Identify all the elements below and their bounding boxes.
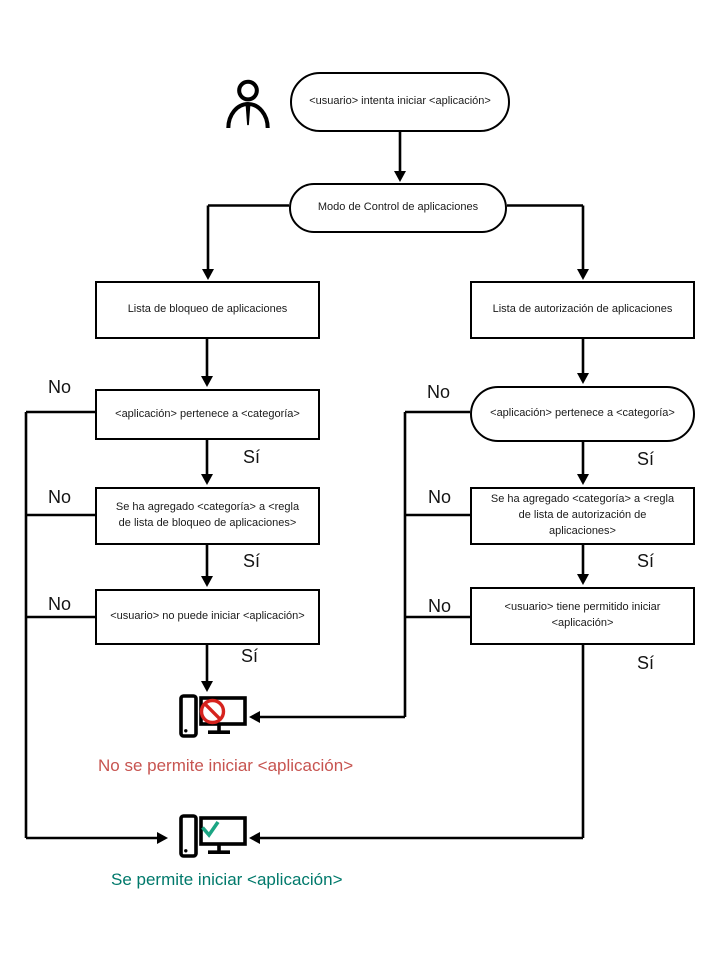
node-left-rule-check-label: Se ha agregado <categoría> a <regla de lista de bloqueo de aplicaciones> [115,501,300,529]
node-control-mode [289,183,507,233]
label-no-right-3: No [428,596,452,616]
node-allowlist-label: Lista de autorización de aplicaciones [492,303,673,316]
node-left-category-check-label: <aplicación> pertenece a <categoría> [115,407,300,420]
node-start [290,72,510,132]
node-left-user-check-label: <usuario> no puede iniciar <aplicación> [110,610,305,623]
allowed-result-text: Se permite iniciar <aplicación> [111,870,343,889]
node-left-category-check [95,389,320,440]
node-left-rule-check [95,487,320,545]
label-no-right-1: No [427,382,451,402]
node-allowlist [470,281,695,339]
label-yes-right-3: Sí [637,653,655,673]
label-yes-left-2: Sí [243,551,261,571]
user-icon [224,76,272,132]
label-no-left-1: No [48,377,72,397]
label-no-left-3: No [48,594,72,614]
node-left-user-check [95,589,320,645]
label-yes-left-3: Sí [241,646,259,666]
node-right-rule-check-label: Se ha agregado <categoría> a <regla de lista de autorización de aplicaciones> [490,493,675,537]
computer-blocked-icon [179,694,247,740]
node-right-category-check-label: <aplicación> pertenece a <categoría> [490,407,675,420]
label-yes-left-1: Sí [243,447,261,467]
node-right-user-check [470,587,695,645]
node-start-label: <usuario> intenta iniciar <aplicación> [309,95,491,108]
label-no-left-2: No [48,487,72,507]
blocked-result-text: No se permite iniciar <aplicación> [98,756,354,775]
node-right-rule-check [470,487,695,545]
label-yes-right-1: Sí [637,449,655,469]
computer-allowed-icon [179,814,247,860]
label-yes-right-2: Sí [637,551,655,571]
node-control-mode-label: Modo de Control de aplicaciones [317,201,479,214]
node-right-category-check [470,386,695,442]
label-no-right-2: No [428,487,452,507]
node-right-user-check-label: <usuario> tiene permitido iniciar <aplicación> [504,601,661,629]
node-denylist [95,281,320,339]
node-denylist-label: Lista de bloqueo de aplicaciones [127,303,288,316]
